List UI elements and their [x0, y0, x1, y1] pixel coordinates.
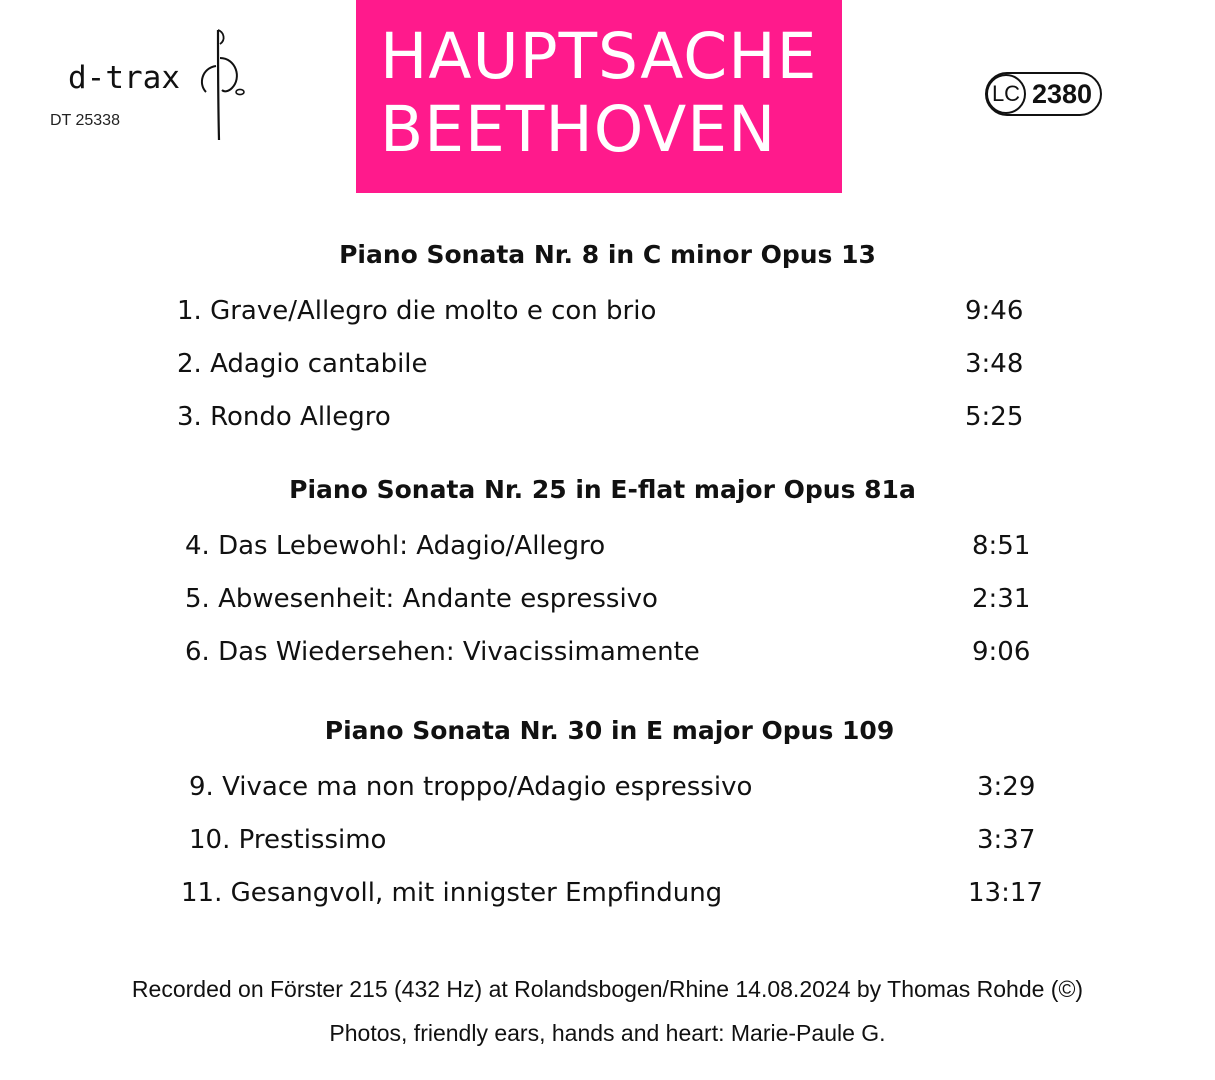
d-trax-logo [68, 28, 258, 168]
album-title-box [356, 0, 842, 193]
album-title-line2: BEETHOVEN [380, 93, 777, 166]
clef-icon [196, 28, 248, 142]
sonata-title: Piano Sonata Nr. 25 in E-flat major Opus 81a [289, 475, 916, 504]
credits-line: Photos, friendly ears, hands and heart: Marie-Paule G. [329, 1020, 886, 1046]
recording-note: Recorded on Förster 215 (432 Hz) at Rolandsbogen/Rhine 14.08.2024 by Thomas Rohde (©) [131, 976, 1084, 1002]
sonata-title: Piano Sonata Nr. 8 in C minor Opus 13 [339, 240, 876, 269]
track-title: 11. Gesangvoll, mit innigster Empfindung [181, 878, 723, 908]
track-duration: 3:29 [977, 772, 1036, 802]
sonata-title: Piano Sonata Nr. 30 in E major Opus 109 [324, 716, 895, 745]
track-duration: 9:46 [965, 296, 1024, 326]
logo-wordmark: d-trax [68, 60, 180, 96]
track-duration: 13:17 [968, 878, 1043, 908]
track-duration: 9:06 [972, 637, 1031, 667]
track-title: 9. Vivace ma non troppo/Adagio espressivo [189, 772, 753, 802]
track-duration: 8:51 [972, 531, 1031, 561]
track-title: 10. Prestissimo [189, 825, 387, 855]
track-duration: 3:37 [977, 825, 1036, 855]
label-code-number: 2380 [1032, 78, 1093, 109]
track-title: 3. Rondo Allegro [177, 402, 391, 432]
track-title: 5. Abwesenheit: Andante espressivo [185, 584, 658, 614]
track-title: 2. Adagio cantabile [177, 349, 428, 379]
track-duration: 2:31 [972, 584, 1031, 614]
catalog-number: DT 25338 [50, 112, 120, 129]
track-title: 1. Grave/Allegro die molto e con brio [177, 296, 657, 326]
track-duration: 5:25 [965, 402, 1024, 432]
album-title-line1: HAUPTSACHE [380, 20, 818, 93]
track-title: 4. Das Lebewohl: Adagio/Allegro [185, 531, 606, 561]
track-duration: 3:48 [965, 349, 1024, 379]
track-title: 6. Das Wiedersehen: Vivacissimamente [185, 637, 700, 667]
label-code-prefix: LC [986, 74, 1026, 114]
label-code-badge [985, 72, 1102, 116]
